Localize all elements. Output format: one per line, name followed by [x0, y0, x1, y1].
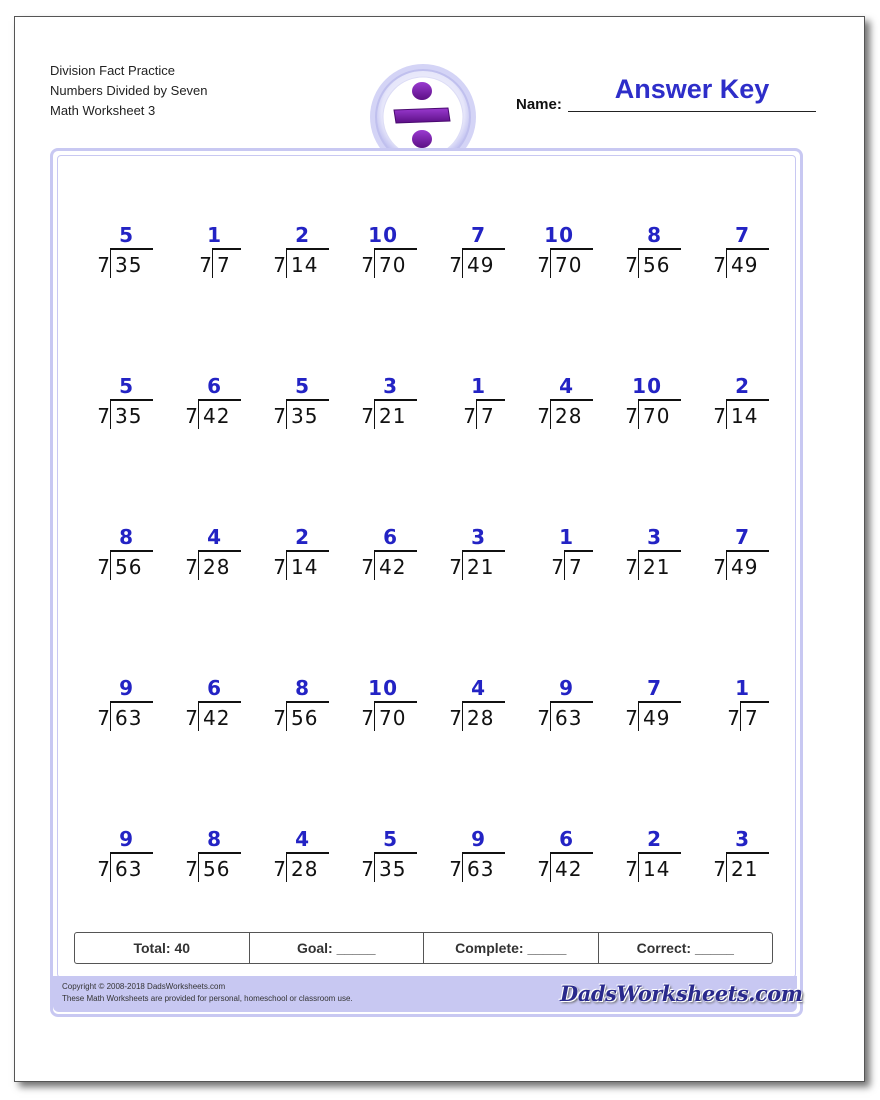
dividend: 28 [555, 404, 583, 428]
divisor: 7 [361, 857, 374, 881]
dividend: 7 [481, 404, 495, 428]
divisor: 7 [273, 706, 286, 730]
dividend: 21 [379, 404, 407, 428]
quotient-answer: 4 [207, 525, 222, 549]
dividend: 63 [115, 706, 143, 730]
complete-score: Complete: _____ [424, 933, 599, 963]
quotient-answer: 9 [559, 676, 574, 700]
divisor: 7 [361, 253, 374, 277]
divisor: 7 [713, 404, 726, 428]
divisor: 7 [97, 253, 110, 277]
divisor: 7 [625, 857, 638, 881]
worksheet-number: Math Worksheet 3 [50, 103, 156, 118]
divisor: 7 [185, 555, 198, 579]
divisor: 7 [713, 555, 726, 579]
divisor: 7 [97, 857, 110, 881]
dividend: 7 [217, 253, 231, 277]
dividend: 42 [379, 555, 407, 579]
dividend: 42 [203, 706, 231, 730]
dividend: 28 [291, 857, 319, 881]
division-problem [688, 224, 768, 294]
quotient-answer: 7 [735, 223, 750, 247]
divisor: 7 [199, 253, 212, 277]
division-problem [688, 828, 768, 898]
division-problem [512, 526, 592, 596]
divisor: 7 [713, 253, 726, 277]
dividend: 56 [643, 253, 671, 277]
score-bar [74, 932, 773, 964]
dividend: 14 [731, 404, 759, 428]
quotient-answer: 5 [295, 374, 310, 398]
divisor: 7 [727, 706, 740, 730]
division-problem [600, 677, 680, 747]
dividend: 28 [203, 555, 231, 579]
quotient-answer: 3 [647, 525, 662, 549]
division-problem [336, 224, 416, 294]
division-problem [336, 828, 416, 898]
division-problem [688, 375, 768, 445]
dividend: 63 [555, 706, 583, 730]
quotient-answer: 2 [647, 827, 662, 851]
brand-logo: DadsWorksheets.com [560, 981, 803, 1006]
dividend: 21 [467, 555, 495, 579]
quotient-answer: 6 [207, 676, 222, 700]
dividend: 35 [291, 404, 319, 428]
answer-key-title: Answer Key [614, 74, 770, 104]
divisor: 7 [273, 404, 286, 428]
quotient-answer: 5 [119, 223, 134, 247]
division-problem [512, 677, 592, 747]
dividend: 35 [379, 857, 407, 881]
divisor: 7 [273, 253, 286, 277]
division-problem [512, 828, 592, 898]
division-problem [72, 375, 152, 445]
quotient-answer: 6 [559, 827, 574, 851]
dividend: 28 [467, 706, 495, 730]
dividend: 70 [643, 404, 671, 428]
quotient-answer: 1 [207, 223, 222, 247]
quotient-answer: 2 [295, 525, 310, 549]
divisor: 7 [97, 404, 110, 428]
dividend: 70 [555, 253, 583, 277]
division-problem [336, 375, 416, 445]
division-problem [160, 677, 240, 747]
quotient-answer: 4 [559, 374, 574, 398]
division-problem [160, 224, 240, 294]
worksheet-title: Division Fact Practice [50, 63, 175, 78]
divisor: 7 [537, 404, 550, 428]
division-problem [512, 375, 592, 445]
quotient-answer: 8 [647, 223, 662, 247]
dividend: 63 [467, 857, 495, 881]
dividend: 42 [203, 404, 231, 428]
divisor: 7 [625, 706, 638, 730]
division-problem [248, 224, 328, 294]
quotient-answer: 7 [471, 223, 486, 247]
total-score: Total: 40 [75, 933, 250, 963]
dividend: 56 [291, 706, 319, 730]
quotient-answer: 9 [471, 827, 486, 851]
name-line [568, 110, 816, 112]
divisor: 7 [185, 857, 198, 881]
division-problem [160, 828, 240, 898]
dividend: 21 [643, 555, 671, 579]
divisor: 7 [185, 404, 198, 428]
divisor: 7 [537, 857, 550, 881]
division-problem [248, 375, 328, 445]
dividend: 14 [291, 555, 319, 579]
dividend: 49 [467, 253, 495, 277]
quotient-answer: 9 [119, 827, 134, 851]
dividend: 56 [115, 555, 143, 579]
division-problem [424, 375, 504, 445]
dividend: 21 [731, 857, 759, 881]
quotient-answer: 10 [368, 676, 398, 700]
worksheet-header [50, 61, 208, 121]
divisor: 7 [625, 555, 638, 579]
dividend: 7 [745, 706, 759, 730]
quotient-answer: 8 [119, 525, 134, 549]
quotient-answer: 10 [544, 223, 574, 247]
dividend: 7 [569, 555, 583, 579]
quotient-answer: 9 [119, 676, 134, 700]
dividend: 14 [291, 253, 319, 277]
division-problem [424, 828, 504, 898]
quotient-answer: 8 [207, 827, 222, 851]
divisor: 7 [449, 253, 462, 277]
quotient-answer: 7 [735, 525, 750, 549]
division-problem [424, 224, 504, 294]
copyright-line: Copyright © 2008-2018 DadsWorksheets.com [62, 982, 226, 991]
divisor: 7 [185, 706, 198, 730]
division-problem [160, 526, 240, 596]
goal-score: Goal: _____ [250, 933, 425, 963]
quotient-answer: 5 [119, 374, 134, 398]
dividend: 49 [731, 253, 759, 277]
division-problem [600, 526, 680, 596]
dividend: 35 [115, 404, 143, 428]
divisor: 7 [361, 555, 374, 579]
divisor: 7 [625, 253, 638, 277]
divisor: 7 [625, 404, 638, 428]
divisor: 7 [97, 706, 110, 730]
dividend: 35 [115, 253, 143, 277]
divisor: 7 [537, 706, 550, 730]
dividend: 14 [643, 857, 671, 881]
division-problem [688, 677, 768, 747]
division-problem [336, 677, 416, 747]
quotient-answer: 2 [735, 374, 750, 398]
correct-score: Correct: _____ [636, 940, 734, 956]
division-problem [512, 224, 592, 294]
division-problem [600, 828, 680, 898]
division-problem [336, 526, 416, 596]
dividend: 70 [379, 706, 407, 730]
divisor: 7 [713, 857, 726, 881]
division-problem [72, 224, 152, 294]
dividend: 42 [555, 857, 583, 881]
quotient-answer: 7 [647, 676, 662, 700]
dividend: 63 [115, 857, 143, 881]
worksheet-subtitle: Numbers Divided by Seven [50, 83, 208, 98]
division-problem [72, 828, 152, 898]
divisor: 7 [551, 555, 564, 579]
divisor: 7 [537, 253, 550, 277]
quotient-answer: 3 [735, 827, 750, 851]
divisor: 7 [361, 706, 374, 730]
divisor: 7 [449, 857, 462, 881]
quotient-answer: 5 [383, 827, 398, 851]
division-problem [72, 677, 152, 747]
quotient-answer: 1 [735, 676, 750, 700]
divisor: 7 [449, 706, 462, 730]
division-problem [248, 677, 328, 747]
name-label: Name: [516, 96, 562, 113]
quotient-answer: 10 [632, 374, 662, 398]
divisor: 7 [273, 857, 286, 881]
divisor: 7 [449, 555, 462, 579]
quotient-answer: 1 [471, 374, 486, 398]
quotient-answer: 6 [207, 374, 222, 398]
quotient-answer: 8 [295, 676, 310, 700]
dividend: 56 [203, 857, 231, 881]
divisor: 7 [463, 404, 476, 428]
quotient-answer: 10 [368, 223, 398, 247]
copyright [62, 981, 353, 1005]
quotient-answer: 2 [295, 223, 310, 247]
usage-notice: These Math Worksheets are provided for personal, homeschool or classroom use. [62, 994, 353, 1003]
dividend: 49 [731, 555, 759, 579]
dividend: 49 [643, 706, 671, 730]
division-problem [688, 526, 768, 596]
quotient-answer: 4 [471, 676, 486, 700]
divisor: 7 [97, 555, 110, 579]
quotient-answer: 3 [471, 525, 486, 549]
division-problem [600, 375, 680, 445]
quotient-answer: 4 [295, 827, 310, 851]
division-problem [248, 828, 328, 898]
division-problem [248, 526, 328, 596]
divisor: 7 [361, 404, 374, 428]
division-problem [424, 526, 504, 596]
quotient-answer: 3 [383, 374, 398, 398]
division-problem [160, 375, 240, 445]
quotient-answer: 6 [383, 525, 398, 549]
division-problem [600, 224, 680, 294]
divisor: 7 [273, 555, 286, 579]
division-problem [424, 677, 504, 747]
dividend: 70 [379, 253, 407, 277]
division-problem [72, 526, 152, 596]
quotient-answer: 1 [559, 525, 574, 549]
